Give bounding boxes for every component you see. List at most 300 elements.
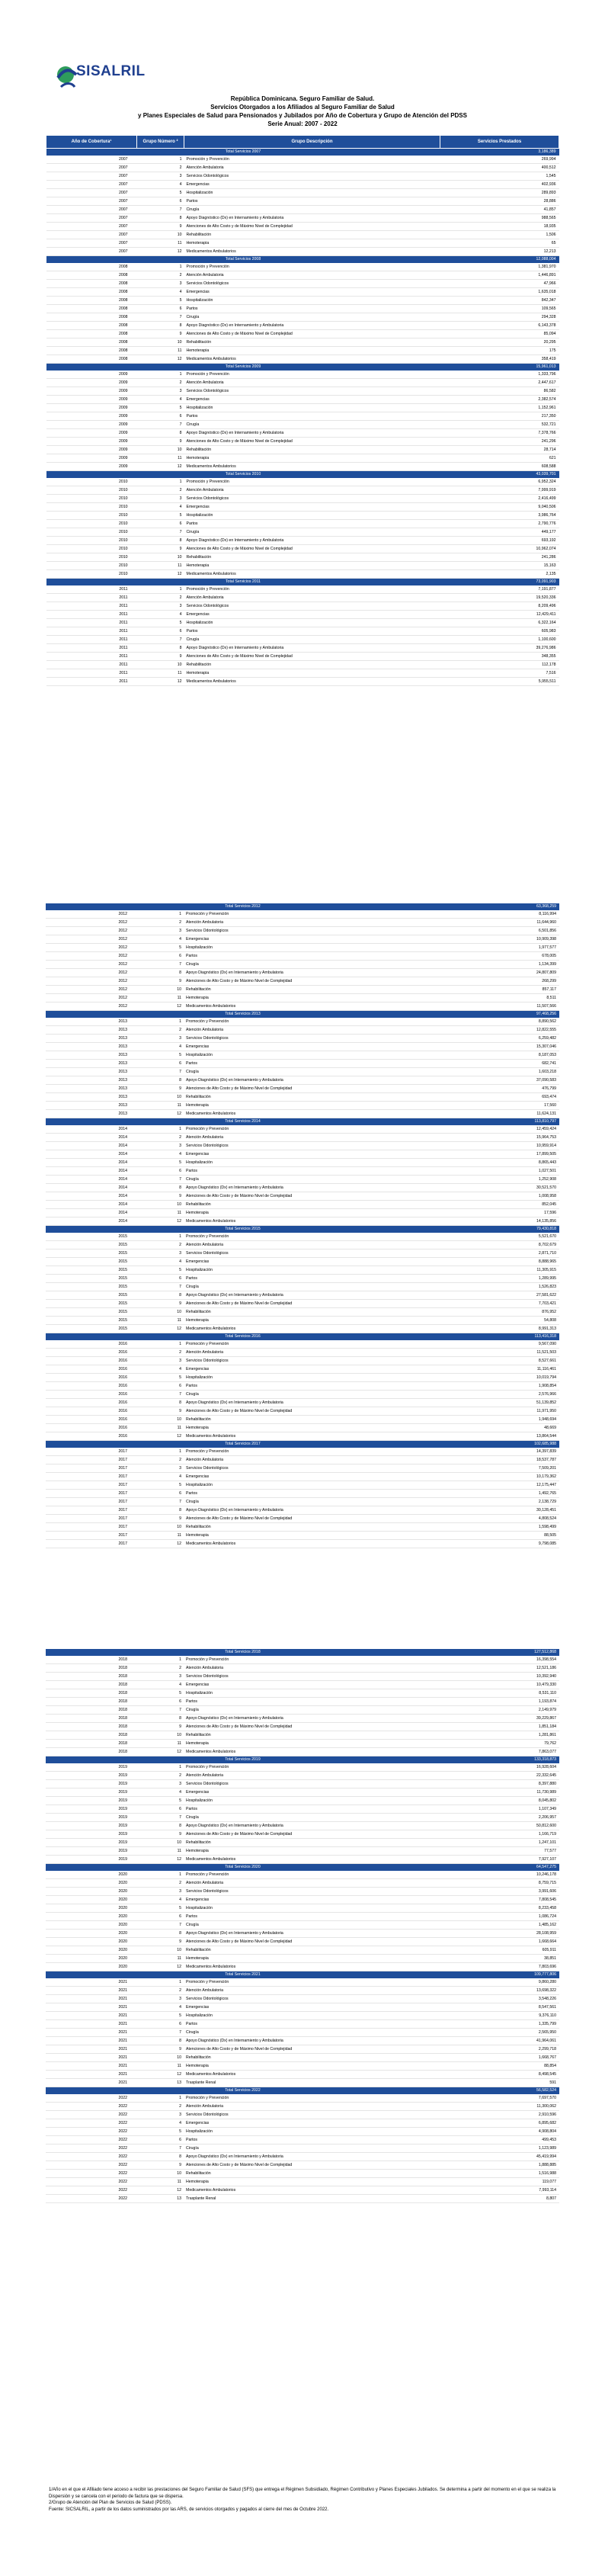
- cell-year: 2014: [46, 1217, 136, 1226]
- cell-services: 1,908,854: [440, 1382, 559, 1391]
- cell-services: 3,548,226: [440, 1995, 559, 2003]
- table-row: [46, 214, 559, 223]
- cell-year: 2012: [46, 952, 136, 961]
- cell-year: 2021: [46, 2029, 136, 2037]
- cell-group-number: 2: [136, 1772, 184, 1780]
- cell-year: 2013: [46, 1093, 136, 1102]
- cell-group-number: 9: [137, 438, 184, 446]
- cell-year: 2008: [46, 263, 137, 271]
- cell-year: 2017: [46, 1481, 136, 1490]
- cell-services: 1,152,961: [440, 404, 559, 412]
- title-country: República Dominicana. Seguro Familiar de Salud.: [230, 95, 375, 102]
- table-row: [46, 1275, 559, 1283]
- cell-group-number: 11: [137, 562, 184, 570]
- cell-group-number: 6: [136, 1913, 184, 1921]
- cell-year: 2007: [46, 189, 137, 197]
- cell-group-description: Hospitalización: [184, 2012, 440, 2020]
- cell-group-number: 6: [136, 1167, 184, 1176]
- cell-services: 1,193,874: [440, 1698, 559, 1706]
- cell-services: 15,307,046: [440, 1043, 559, 1051]
- cell-year: 2012: [46, 994, 136, 1002]
- cell-group-number: 10: [136, 2054, 184, 2062]
- table-row: [46, 1060, 559, 1068]
- cell-group-number: 12: [136, 1002, 184, 1011]
- cell-services: 682,741: [440, 1060, 559, 1068]
- cell-year: 2011: [46, 661, 137, 669]
- cell-group-description: Hospitalización: [184, 1051, 440, 1060]
- cell-services: 2,576,966: [440, 1391, 559, 1399]
- cell-year: 2010: [46, 486, 137, 495]
- cell-group-number: 1: [137, 585, 184, 594]
- cell-year: 2007: [46, 172, 137, 181]
- cell-year: 2008: [46, 322, 137, 330]
- table-row: [46, 644, 559, 653]
- cell-group-number: 9: [136, 2045, 184, 2054]
- cell-group-description: Hospitalización: [184, 1481, 440, 1490]
- cell-group-number: 3: [136, 1995, 184, 2003]
- cell-group-number: 1: [137, 371, 184, 379]
- cell-group-number: 12: [137, 570, 184, 579]
- table-row: [46, 387, 559, 396]
- table-row: [46, 478, 559, 486]
- cell-year: 2015: [46, 1258, 136, 1266]
- cell-services: 1,888,885: [440, 2161, 559, 2170]
- cell-services: 28,108,959: [440, 1930, 559, 1938]
- table-row: [46, 1879, 559, 1888]
- cell-services: 348,355: [440, 653, 559, 661]
- cell-group-number: 11: [136, 1847, 184, 1856]
- cell-services: 12,521,186: [440, 1664, 559, 1673]
- cell-year: 2011: [46, 653, 137, 661]
- table-row: [46, 1391, 559, 1399]
- table-row: [46, 1051, 559, 1060]
- table-row: [46, 1233, 559, 1241]
- cell-services: 8,702,679: [440, 1241, 559, 1250]
- cell-group-number: 2: [137, 164, 184, 172]
- cell-group-description: Rehabilitación: [184, 1946, 440, 1955]
- cell-group-description: Cirugía: [184, 2145, 440, 2153]
- cell-group-number: 7: [137, 421, 184, 429]
- cell-year: 2019: [46, 1805, 136, 1814]
- table-row: [46, 1830, 559, 1839]
- cell-year: 2009: [46, 463, 137, 471]
- cell-year: 2009: [46, 371, 137, 379]
- cell-services: 11,305,915: [440, 1266, 559, 1275]
- table-row: [46, 1797, 559, 1805]
- table-row: [46, 1788, 559, 1797]
- cell-year: 2018: [46, 1656, 136, 1664]
- cell-year: 2011: [46, 602, 137, 611]
- cell-group-number: 6: [136, 1060, 184, 1068]
- table-row: [46, 347, 559, 355]
- cell-group-number: 5: [136, 2012, 184, 2020]
- cell-year: 2014: [46, 1192, 136, 1201]
- table-row: [46, 338, 559, 347]
- cell-year: 2012: [46, 935, 136, 944]
- table-row: [46, 1357, 559, 1365]
- table-row: [46, 602, 559, 611]
- cell-group-description: Hemoterapia: [184, 1532, 440, 1540]
- cell-group-number: 6: [137, 305, 184, 313]
- cell-services: 109,565: [440, 305, 559, 313]
- cell-services: 1,289,995: [440, 1275, 559, 1283]
- table-row: [46, 910, 559, 919]
- table-row: [46, 379, 559, 387]
- cell-group-description: Hemoterapia: [184, 2062, 440, 2071]
- cell-year: 2012: [46, 969, 136, 977]
- cell-services: 11,507,566: [440, 1002, 559, 1011]
- table-row: [46, 1142, 559, 1150]
- table-row: [46, 438, 559, 446]
- table-row: [46, 1026, 559, 1035]
- cell-group-description: Partos: [184, 412, 440, 421]
- cell-group-description: Rehabilitación: [184, 1416, 440, 1424]
- year-total-value: 113,416,318: [440, 1333, 559, 1341]
- table-row: [46, 1706, 559, 1715]
- cell-group-description: Partos: [184, 1698, 440, 1706]
- cell-group-number: 1: [136, 1018, 184, 1026]
- cell-year: 2016: [46, 1416, 136, 1424]
- cell-group-description: Promoción y Prevención: [184, 910, 440, 919]
- cell-services: 79,762: [440, 1740, 559, 1748]
- table-row: [46, 1150, 559, 1159]
- cell-services: 1,635,018: [440, 288, 559, 297]
- cell-year: 2010: [46, 512, 137, 520]
- year-total-value: 133,318,873: [440, 1756, 559, 1764]
- cell-year: 2020: [46, 1930, 136, 1938]
- cell-group-description: Rehabilitación: [184, 1201, 440, 1209]
- cell-year: 2021: [46, 2079, 136, 2087]
- cell-group-number: 9: [136, 977, 184, 986]
- table-row: [46, 1382, 559, 1391]
- table-row: [46, 2186, 559, 2195]
- cell-group-number: 2: [136, 1456, 184, 1464]
- cell-services: 10,959,914: [440, 1142, 559, 1150]
- cell-services: 10,019,794: [440, 1374, 559, 1382]
- cell-group-description: Promoción y Prevención: [184, 1340, 440, 1349]
- cell-group-number: 2: [137, 379, 184, 387]
- cell-services: 241,286: [440, 553, 559, 562]
- cell-group-description: Atención Ambulatoria: [184, 1349, 440, 1357]
- table-row: [46, 1490, 559, 1498]
- cell-year: 2022: [46, 2145, 136, 2153]
- cell-services: 294,328: [440, 313, 559, 322]
- cell-services: 7,993,114: [440, 2186, 559, 2195]
- cell-group-description: Atenciones de Alto Costo y de Máximo Nivel de Complejidad: [184, 1515, 440, 1523]
- cell-group-number: 3: [137, 387, 184, 396]
- cell-services: 48,669: [440, 1424, 559, 1432]
- cell-group-number: 7: [136, 1706, 184, 1715]
- cell-group-description: Servicios Odontológicos: [184, 280, 440, 288]
- cell-group-description: Atenciones de Alto Costo y de Máximo Nivel de Complejidad: [184, 1192, 440, 1201]
- cell-services: 499,453: [440, 2136, 559, 2145]
- cell-year: 2018: [46, 1723, 136, 1731]
- table-row: [46, 1365, 559, 1374]
- cell-group-description: Hemoterapia: [184, 669, 440, 678]
- cell-group-description: Apoyo Diagnóstico (Dx) en Internamiento y Ambulatoria: [184, 2037, 440, 2045]
- year-total-value: 64,547,275: [440, 1864, 559, 1872]
- cell-services: 241,296: [440, 438, 559, 446]
- cell-year: 2019: [46, 1856, 136, 1864]
- cell-group-description: Atenciones de Alto Costo y de Máximo Nivel de Complejidad: [184, 223, 440, 231]
- cell-group-number: 3: [136, 2111, 184, 2119]
- table-row: [46, 994, 559, 1002]
- table-row: [46, 1464, 559, 1473]
- table-row: [46, 1283, 559, 1291]
- cell-group-number: 8: [136, 1822, 184, 1830]
- cell-year: 2012: [46, 977, 136, 986]
- cell-services: 2,790,776: [440, 520, 559, 528]
- cell-year: 2013: [46, 1026, 136, 1035]
- cell-group-description: Cirugía: [184, 1498, 440, 1506]
- cell-services: 17,560: [440, 1102, 559, 1110]
- cell-services: 7,808,545: [440, 1896, 559, 1904]
- table-row: [46, 1407, 559, 1416]
- cell-group-number: 8: [136, 2037, 184, 2045]
- table-row: [46, 1176, 559, 1184]
- cell-services: 10,179,362: [440, 1473, 559, 1481]
- cell-group-description: Promoción y Prevención: [184, 478, 440, 486]
- cell-group-description: Hemoterapia: [184, 1209, 440, 1217]
- table-row: [46, 1689, 559, 1698]
- cell-group-number: 1: [136, 1656, 184, 1664]
- table-row: [46, 1473, 559, 1481]
- cell-year: 2022: [46, 2153, 136, 2161]
- cell-group-description: Medicamentos Ambulatorios: [184, 1748, 440, 1756]
- table-row: [46, 1125, 559, 1134]
- table-row: [46, 1930, 559, 1938]
- cell-services: 10,909,398: [440, 935, 559, 944]
- table-row: [46, 1498, 559, 1506]
- cell-services: 2,910,596: [440, 2111, 559, 2119]
- cell-services: 10,392,940: [440, 1673, 559, 1681]
- cell-services: 1,851,184: [440, 1723, 559, 1731]
- cell-group-description: Partos: [184, 1167, 440, 1176]
- cell-services: 2,565,950: [440, 2029, 559, 2037]
- cell-year: 2010: [46, 537, 137, 545]
- cell-group-description: Hemoterapia: [184, 1740, 440, 1748]
- cell-group-description: Promoción y Prevención: [184, 1871, 440, 1879]
- table-row: [46, 1723, 559, 1731]
- cell-group-description: Emergencias: [184, 611, 440, 619]
- cell-year: 2007: [46, 223, 137, 231]
- cell-group-description: Atenciones de Alto Costo y de Máximo Nivel de Complejidad: [184, 2161, 440, 2170]
- cell-group-description: Hospitalización: [184, 1689, 440, 1698]
- cell-group-description: Apoyo Diagnóstico (Dx) en Internamiento y Ambulatoria: [184, 1930, 440, 1938]
- cell-year: 2011: [46, 611, 137, 619]
- cell-year: 2022: [46, 2178, 136, 2186]
- cell-group-description: Servicios Odontológicos: [184, 927, 440, 935]
- table-row: [46, 1780, 559, 1788]
- cell-services: 85,094: [440, 330, 559, 338]
- cell-year: 2010: [46, 553, 137, 562]
- cell-services: 988,565: [440, 214, 559, 223]
- cell-year: 2009: [46, 421, 137, 429]
- cell-services: 6,143,378: [440, 322, 559, 330]
- table-row: [46, 197, 559, 206]
- cell-group-description: Apoyo Diagnóstico (Dx) en Internamiento y Ambulatoria: [184, 214, 440, 223]
- cell-group-number: 6: [137, 412, 184, 421]
- cell-year: 2015: [46, 1300, 136, 1308]
- cell-services: 1,100,600: [440, 636, 559, 644]
- cell-group-number: 5: [136, 2128, 184, 2136]
- column-header: Año de Cobertura¹: [46, 136, 137, 149]
- year-total-label: Total Servicios 2016: [46, 1333, 440, 1341]
- table-row: [46, 1241, 559, 1250]
- cell-year: 2008: [46, 330, 137, 338]
- cell-services: 8,547,561: [440, 2003, 559, 2012]
- cell-group-description: Medicamentos Ambulatorios: [184, 355, 440, 364]
- year-total-label: Total Servicios 2020: [46, 1864, 440, 1872]
- cell-group-number: 2: [136, 2103, 184, 2111]
- cell-group-description: Atención Ambulatoria: [184, 1134, 440, 1142]
- cell-group-description: Rehabilitación: [184, 2170, 440, 2178]
- title-sub: y Planes Especiales de Salud para Pensionados y Jubilados por Año de Cobertura y Grupo de Atención del PDSS: [138, 112, 467, 119]
- cell-group-description: Atenciones de Alto Costo y de Máximo Nivel de Complejidad: [184, 438, 440, 446]
- cell-group-description: Atención Ambulatoria: [184, 919, 440, 927]
- cell-group-description: Cirugía: [184, 1176, 440, 1184]
- year-total-row: [46, 471, 559, 479]
- footnote-source: Fuente: SICSALRIL, a partir de los datos suministrados por las ARS, de servicios otorgados y pagados al cierre del mes de Octubre 2022.: [49, 2507, 329, 2512]
- cell-services: 1,485,162: [440, 1921, 559, 1930]
- cell-group-number: 8: [136, 1184, 184, 1192]
- table-row: [46, 512, 559, 520]
- cell-services: 7,927,107: [440, 1856, 559, 1864]
- cell-year: 2014: [46, 1125, 136, 1134]
- cell-group-number: 4: [137, 181, 184, 189]
- cell-year: 2012: [46, 944, 136, 952]
- cell-group-number: 9: [137, 223, 184, 231]
- cell-group-description: Rehabilitación: [184, 661, 440, 669]
- table-row: [46, 2111, 559, 2119]
- cell-year: 2016: [46, 1357, 136, 1365]
- cell-year: 2007: [46, 239, 137, 248]
- table-row: [46, 1300, 559, 1308]
- cell-year: 2021: [46, 2071, 136, 2079]
- cell-year: 2015: [46, 1250, 136, 1258]
- year-total-row: [46, 1011, 559, 1019]
- cell-services: 9,798,085: [440, 1540, 559, 1548]
- cell-group-number: 8: [137, 214, 184, 223]
- year-total-label: Total Servicios 2010: [46, 471, 440, 479]
- cell-year: 2009: [46, 438, 137, 446]
- cell-services: 12,459,424: [440, 1125, 559, 1134]
- cell-group-number: 3: [136, 927, 184, 935]
- cell-group-number: 9: [136, 1300, 184, 1308]
- cell-group-number: 9: [136, 1723, 184, 1731]
- cell-year: 2008: [46, 355, 137, 364]
- cell-group-description: Medicamentos Ambulatorios: [184, 1325, 440, 1333]
- cell-group-description: Apoyo Diagnóstico (Dx) en Internamiento y Ambulatoria: [184, 322, 440, 330]
- cell-group-number: 3: [137, 280, 184, 288]
- cell-group-description: Atención Ambulatoria: [184, 1879, 440, 1888]
- cell-group-description: Cirugía: [184, 1706, 440, 1715]
- cell-year: 2019: [46, 1847, 136, 1856]
- cell-year: 2013: [46, 1051, 136, 1060]
- cell-group-description: Atención Ambulatoria: [184, 1987, 440, 1995]
- cell-services: 2,416,499: [440, 495, 559, 503]
- cell-group-description: Apoyo Diagnóstico (Dx) en Internamiento y Ambulatoria: [184, 537, 440, 545]
- cell-year: 2015: [46, 1241, 136, 1250]
- cell-year: 2022: [46, 2186, 136, 2195]
- cell-services: 2,206,957: [440, 1814, 559, 1822]
- table-row: [46, 1904, 559, 1913]
- year-total-value: 97,468,256: [440, 1011, 559, 1019]
- cell-services: 12,175,447: [440, 1481, 559, 1490]
- table-row: [46, 2020, 559, 2029]
- cell-services: 112,178: [440, 661, 559, 669]
- cell-services: 11,521,503: [440, 1349, 559, 1357]
- cell-group-description: Hospitalización: [184, 2128, 440, 2136]
- cell-services: 11,624,131: [440, 1110, 559, 1118]
- cell-services: 11,730,989: [440, 1788, 559, 1797]
- cell-group-description: Servicios Odontológicos: [184, 602, 440, 611]
- cell-services: 9,376,110: [440, 2012, 559, 2020]
- year-total-row: [46, 149, 559, 156]
- cell-services: 14,135,856: [440, 1217, 559, 1226]
- cell-services: 8,865,443: [440, 1159, 559, 1167]
- cell-services: 1,492,765: [440, 1490, 559, 1498]
- cell-year: 2017: [46, 1473, 136, 1481]
- cell-group-number: 4: [137, 503, 184, 512]
- table-row: [46, 429, 559, 438]
- cell-group-number: 11: [136, 994, 184, 1002]
- cell-group-description: Emergencias: [184, 396, 440, 404]
- cell-services: 28,886: [440, 197, 559, 206]
- cell-group-number: 8: [136, 2153, 184, 2161]
- cell-group-description: Promoción y Prevención: [184, 1763, 440, 1772]
- table-row: [46, 1093, 559, 1102]
- cell-services: 621: [440, 454, 559, 463]
- cell-group-number: 8: [137, 429, 184, 438]
- cell-year: 2012: [46, 910, 136, 919]
- cell-group-number: 10: [136, 1946, 184, 1955]
- cell-group-number: 3: [137, 495, 184, 503]
- cell-group-number: 3: [136, 1035, 184, 1043]
- cell-group-number: 12: [136, 1325, 184, 1333]
- table-row: [46, 627, 559, 636]
- table-row: [46, 1184, 559, 1192]
- cell-year: 2009: [46, 387, 137, 396]
- table-row: [46, 1995, 559, 2003]
- cell-group-description: Apoyo Diagnóstico (Dx) en Internamiento y Ambulatoria: [184, 1399, 440, 1407]
- cell-services: 38,851: [440, 1955, 559, 1963]
- cell-group-description: Promoción y Prevención: [184, 585, 440, 594]
- cell-group-number: 10: [137, 446, 184, 454]
- cell-year: 2015: [46, 1291, 136, 1300]
- cell-services: 1,598,499: [440, 1523, 559, 1532]
- cell-group-number: 1: [136, 1233, 184, 1241]
- cell-year: 2017: [46, 1464, 136, 1473]
- cell-services: 8,511: [440, 994, 559, 1002]
- table-row: [46, 1856, 559, 1864]
- year-total-value: 12,088,004: [440, 256, 559, 264]
- cell-services: 30,521,570: [440, 1184, 559, 1192]
- cell-group-number: 7: [137, 313, 184, 322]
- cell-group-description: Servicios Odontológicos: [184, 1142, 440, 1150]
- cell-year: 2011: [46, 627, 137, 636]
- cell-group-description: Partos: [184, 2020, 440, 2029]
- cell-year: 2020: [46, 1913, 136, 1921]
- cell-services: 13,864,544: [440, 1432, 559, 1441]
- cell-services: 8,397,880: [440, 1780, 559, 1788]
- cell-year: 2020: [46, 1955, 136, 1963]
- cell-group-number: 7: [136, 1921, 184, 1930]
- cell-year: 2008: [46, 288, 137, 297]
- cell-group-number: 7: [136, 1283, 184, 1291]
- cell-group-number: 7: [136, 1498, 184, 1506]
- cell-group-number: 2: [136, 1134, 184, 1142]
